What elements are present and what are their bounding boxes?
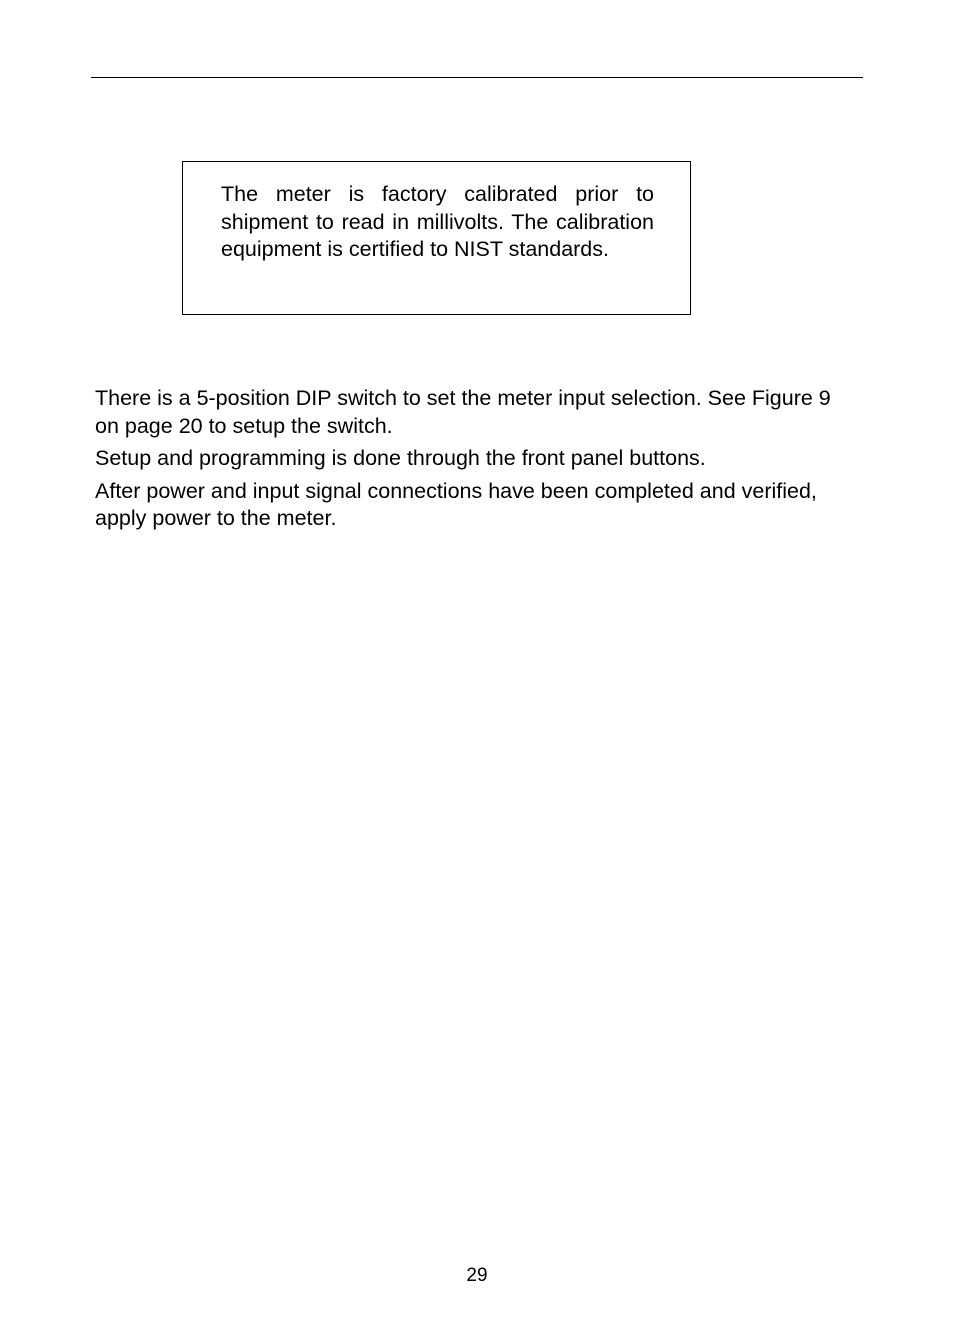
page-number: 29 — [466, 1265, 488, 1286]
header-rule — [91, 77, 863, 78]
body-text — [95, 385, 835, 538]
calibration-note-text: The meter is factory calibrated prior to shipment to read in millivolts. The calibration equipment is certified to NIST standards. — [221, 182, 654, 261]
dip-switch-paragraph: There is a 5-position DIP switch to set the meter input selection. See Figure 9 on page 20 to setup the switch. — [95, 386, 831, 438]
setup-paragraph: Setup and programming is done through the front panel buttons. — [95, 446, 706, 470]
calibration-note-box — [182, 161, 691, 315]
power-paragraph: After power and input signal connections have been completed and verified, apply power to the meter. — [95, 478, 817, 530]
